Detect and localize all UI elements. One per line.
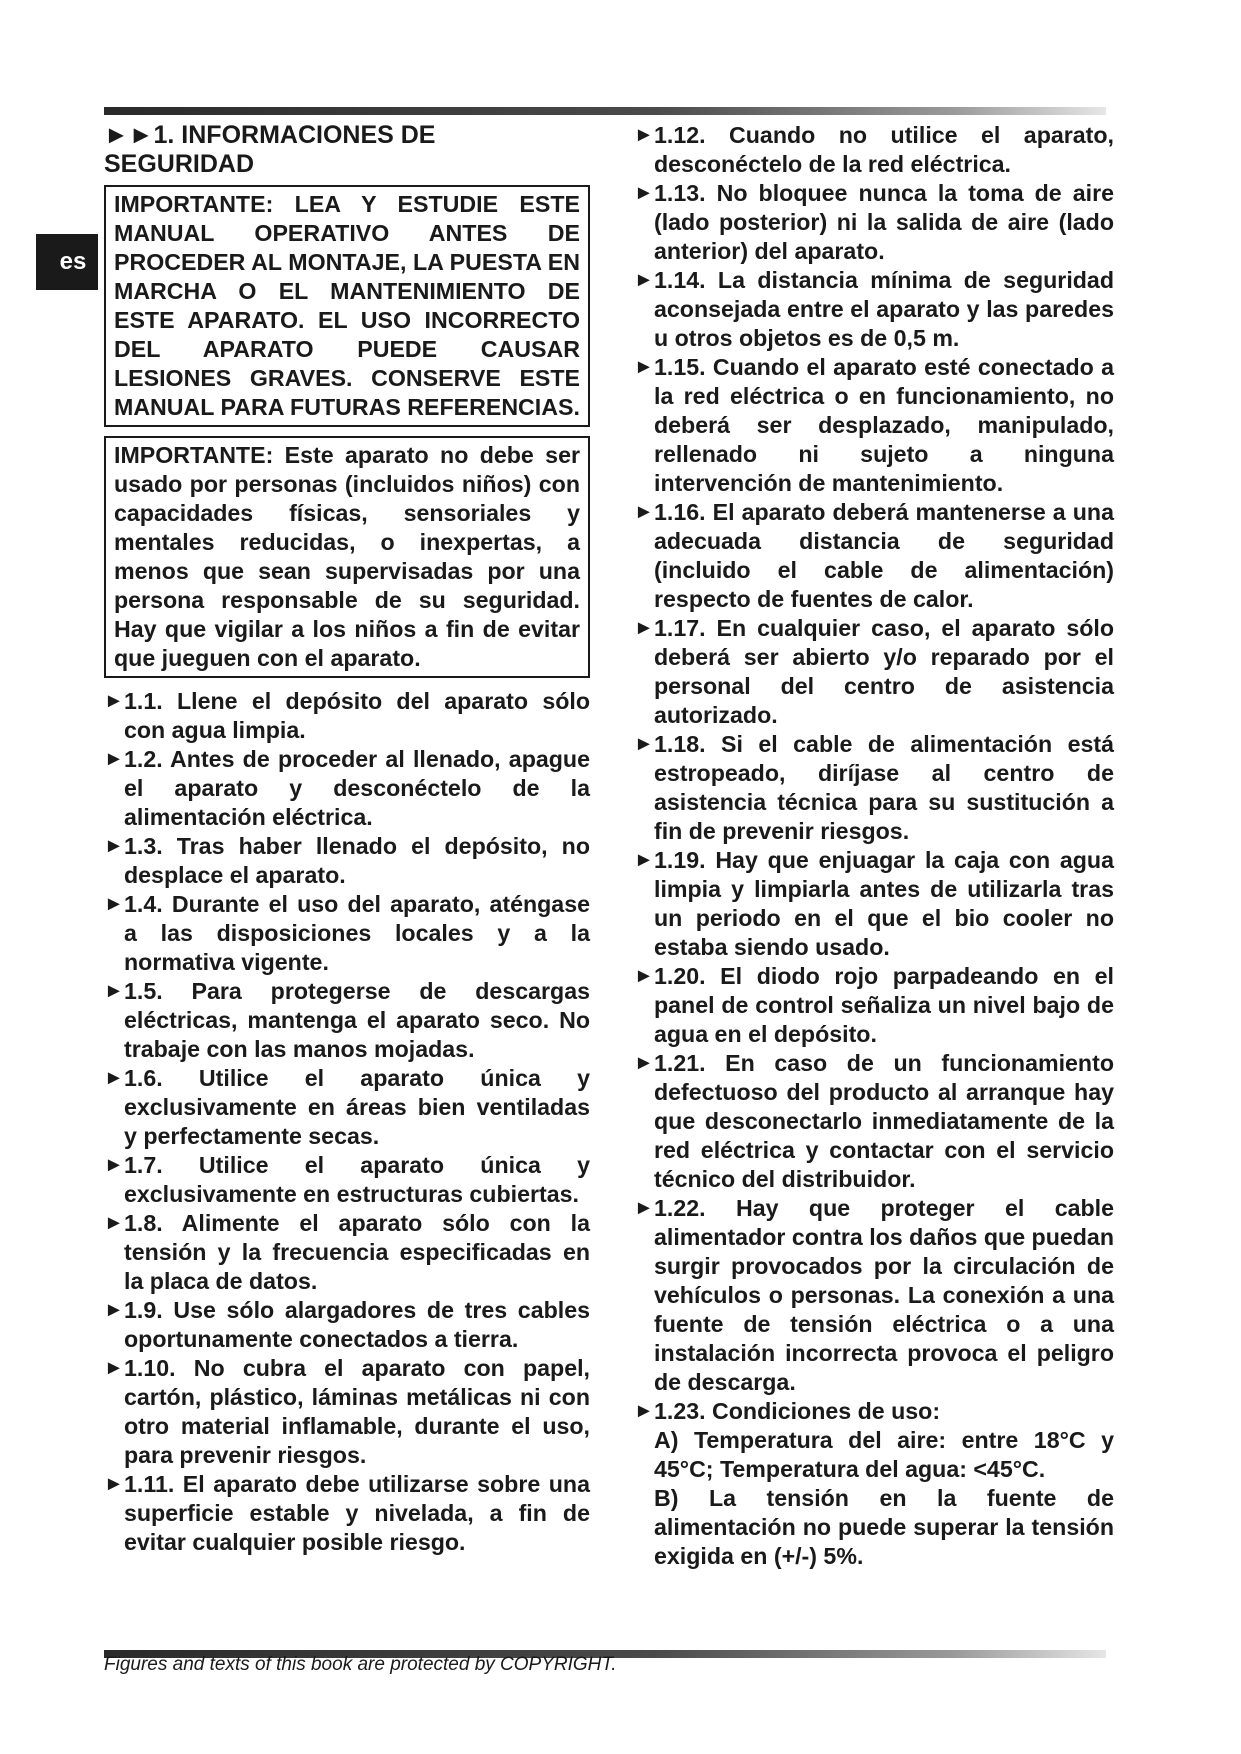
list-item: ► 1.14. La distancia mínima de seguridad aconsejada entre el aparato y las paredes u otros objetos es de 0,5 m.: [634, 267, 1114, 351]
arrow-icon: ►: [634, 182, 654, 204]
important-notice-persons: IMPORTANTE: Este aparato no debe ser usado por personas (incluidos niños) con capacidades físicas, sensoriales y mentales reducidas, o inexpertas, a menos que sean supervisadas por una persona responsable de su seguridad. Hay que vigilar a los niños a fin de evitar que jueguen con el aparato.: [104, 436, 590, 678]
list-item: ► 1.20. El diodo rojo parpadeando en el panel de control señaliza un nivel bajo de agua en el depósito.: [634, 963, 1114, 1047]
list-item: ► 1.18. Si el cable de alimentación está estropeado, diríjase al centro de asistencia técnica para su sustitución a fin de prevenir riesgos.: [634, 731, 1114, 844]
right-column: [634, 121, 1114, 1571]
list-item: ► 1.15. Cuando el aparato esté conectado a la red eléctrica o en funcionamiento, no deberá ser desplazado, manipulado, rellenado ni sujeto a ninguna intervención de mantenimiento.: [634, 354, 1114, 496]
section-heading: [104, 121, 590, 179]
list-item: ► 1.11. El aparato debe utilizarse sobre una superficie estable y nivelada, a fin de evitar cualquier posible riesgo.: [104, 1471, 590, 1555]
arrow-icon: ►: [104, 835, 124, 857]
list-item: ► 1.2. Antes de proceder al llenado, apague el aparato y desconéctelo de la alimentación eléctrica.: [104, 746, 590, 830]
important-notice-manual: IMPORTANTE: LEA Y ESTUDIE ESTE MANUAL OPERATIVO ANTES DE PROCEDER AL MONTAJE, LA PUESTA EN MARCHA O EL MANTENIMIENTO DE ESTE APARATO. EL USO INCORRECTO DEL APARATO PUEDE CAUSAR LESIONES GRAVES. CONSERVE ESTE MANUAL PARA FUTURAS REFERENCIAS.: [104, 185, 590, 427]
list-item: ► 1.6. Utilice el aparato única y exclusivamente en áreas bien ventiladas y perfectamente secas.: [104, 1065, 590, 1149]
list-item: ► 1.4. Durante el uso del aparato, aténgase a las disposiciones locales y a la normativa vigente.: [104, 891, 590, 975]
arrow-icon: ►: [104, 1154, 124, 1176]
arrow-icon: ►: [634, 849, 654, 871]
list-item: ► 1.10. No cubra el aparato con papel, cartón, plástico, láminas metálicas ni con otro material inflamable, durante el uso, para prevenir riesgos.: [104, 1355, 590, 1468]
arrow-icon: ►: [634, 1197, 654, 1219]
arrow-icon: ►: [634, 124, 654, 146]
left-column: [104, 121, 590, 1557]
language-tab: es: [36, 234, 98, 290]
section-title: 1. INFORMACIONES DE SEGURIDAD: [104, 121, 436, 178]
conditions-temperature: A) Temperatura del aire: entre 18°C y 45°C; Temperatura del agua: <45°C.: [654, 1427, 1114, 1482]
arrow-icon: ►: [104, 893, 124, 915]
arrow-icon: ►: [104, 1067, 124, 1089]
arrow-icon: ►: [104, 1299, 124, 1321]
top-rule: [104, 107, 1106, 115]
arrow-icon: ►: [634, 269, 654, 291]
arrow-icon: ►: [104, 748, 124, 770]
list-item: ► 1.5. Para protegerse de descargas eléctricas, mantenga el aparato seco. No trabaje con las manos mojadas.: [104, 978, 590, 1062]
list-item: ► 1.19. Hay que enjuagar la caja con agua limpia y limpiarla antes de utilizarla tras un periodo en el que el bio cooler no estaba siendo usado.: [634, 847, 1114, 960]
arrow-icon: ►: [104, 1212, 124, 1234]
arrow-icon: ►: [634, 617, 654, 639]
conditions-title: 1.23. Condiciones de uso:: [654, 1398, 941, 1424]
copyright-footer: Figures and texts of this book are protected by COPYRIGHT.: [104, 1654, 617, 1675]
list-item: ► 1.16. El aparato deberá mantenerse a una adecuada distancia de seguridad (incluido el cable de alimentación) respecto de fuentes de calor.: [634, 499, 1114, 612]
list-item: ► 1.12. Cuando no utilice el aparato, desconéctelo de la red eléctrica.: [634, 122, 1114, 177]
list-item: ► 1.21. En caso de un funcionamiento defectuoso del producto al arranque hay que desconectarlo inmediatamente de la red eléctrica y contactar con el servicio técnico del distribuidor.: [634, 1050, 1114, 1192]
arrow-icon: ►: [104, 1473, 124, 1495]
arrow-icon: ►: [634, 1400, 654, 1422]
arrow-icon: ►: [634, 733, 654, 755]
arrow-icon: ►: [634, 965, 654, 987]
conditions-voltage: B) La tensión en la fuente de alimentación no puede superar la tensión exigida en (+/-) 5%.: [654, 1485, 1114, 1569]
double-arrow-icon: ►►: [104, 121, 154, 149]
arrow-icon: ►: [104, 1357, 124, 1379]
list-item: ► 1.3. Tras haber llenado el depósito, no desplace el aparato.: [104, 833, 590, 888]
arrow-icon: ►: [634, 356, 654, 378]
arrow-icon: ►: [104, 690, 124, 712]
list-item: ► 1.13. No bloquee nunca la toma de aire (lado posterior) ni la salida de aire (lado anterior) del aparato.: [634, 180, 1114, 264]
list-item: ► 1.8. Alimente el aparato sólo con la tensión y la frecuencia especificadas en la placa de datos.: [104, 1210, 590, 1294]
arrow-icon: ►: [634, 1052, 654, 1074]
arrow-icon: ►: [634, 501, 654, 523]
list-item: ► 1.9. Use sólo alargadores de tres cables oportunamente conectados a tierra.: [104, 1297, 590, 1352]
list-item: ► 1.22. Hay que proteger el cable alimentador contra los daños que puedan surgir provocados por la circulación de vehículos o personas. La conexión a una fuente de tensión eléctrica o a una instalación incorrecta provoca el peligro de descarga.: [634, 1195, 1114, 1395]
list-item-conditions: [634, 1397, 1114, 1571]
list-item: ► 1.17. En cualquier caso, el aparato sólo deberá ser abierto y/o reparado por el personal del centro de asistencia autorizado.: [634, 615, 1114, 728]
arrow-icon: ►: [104, 980, 124, 1002]
list-item: ► 1.7. Utilice el aparato única y exclusivamente en estructuras cubiertas.: [104, 1152, 590, 1207]
list-item: ► 1.1. Llene el depósito del aparato sólo con agua limpia.: [104, 688, 590, 743]
